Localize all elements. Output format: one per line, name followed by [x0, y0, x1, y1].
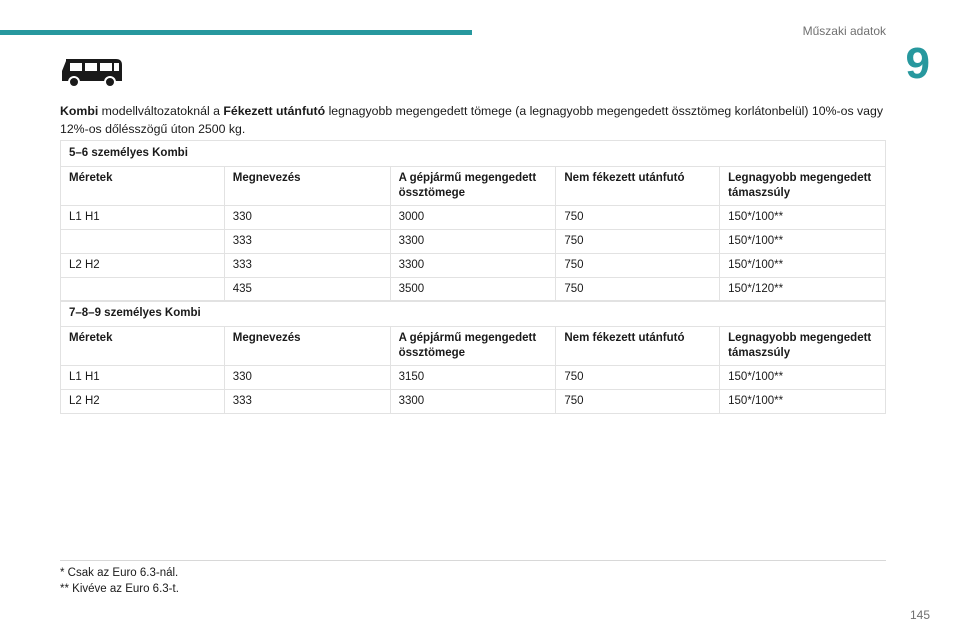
- van-icon: [60, 55, 124, 89]
- table-row: [61, 278, 886, 302]
- column-header: Megnevezés: [224, 167, 390, 206]
- table-caption: 7–8–9 személyes Kombi: [61, 301, 886, 327]
- table-cell: 150*/120**: [720, 278, 886, 302]
- column-header: Megnevezés: [224, 327, 390, 366]
- table-cell: 3300: [390, 230, 556, 254]
- column-header: Nem fékezett utánfutó: [556, 167, 720, 206]
- spec-table-7-8-9-seats: [60, 300, 886, 414]
- table-cell: 330: [224, 366, 390, 390]
- table-cell: 333: [224, 254, 390, 278]
- spec-table-5-6-seats: [60, 140, 886, 302]
- table-cell: 3150: [390, 366, 556, 390]
- intro-text-2: legnagyobb megengedett tömege (a legnagyobb megengedett össztömeg korlátonbelül) 10%-os vagy 12%-os dőlésszögű úton 2500 kg.: [60, 104, 883, 136]
- table-row: [61, 254, 886, 278]
- column-header: Nem fékezett utánfutó: [556, 327, 720, 366]
- intro-bold-kombi: Kombi: [60, 104, 99, 118]
- table-cell: 150*/100**: [720, 206, 886, 230]
- table-cell: 750: [556, 206, 720, 230]
- table-row: [61, 206, 886, 230]
- table-cell: 3000: [390, 206, 556, 230]
- table-cell: [61, 230, 225, 254]
- table-cell: 333: [224, 390, 390, 414]
- footnote-2: ** Kivéve az Euro 6.3-t.: [60, 583, 179, 595]
- column-header: Méretek: [61, 327, 225, 366]
- table-cell: 750: [556, 230, 720, 254]
- table-cell: 3500: [390, 278, 556, 302]
- table-cell: 150*/100**: [720, 254, 886, 278]
- footnote-1: * Csak az Euro 6.3-nál.: [60, 567, 179, 579]
- footnote-divider: [60, 560, 886, 561]
- table-cell: 750: [556, 278, 720, 302]
- table-row: [61, 390, 886, 414]
- table-cell: L1 H1: [61, 206, 225, 230]
- table-cell: 330: [224, 206, 390, 230]
- table-cell: 150*/100**: [720, 390, 886, 414]
- column-header: A gépjármű megengedett össztömege: [390, 327, 556, 366]
- page-number: 145: [909, 608, 930, 622]
- table-cell: 750: [556, 254, 720, 278]
- table-cell: 3300: [390, 390, 556, 414]
- table-cell: L2 H2: [61, 390, 225, 414]
- column-header: Legnagyobb megengedett támaszsúly: [720, 167, 886, 206]
- column-header: Legnagyobb megengedett támaszsúly: [720, 327, 886, 366]
- chapter-title: Műszaki adatok: [802, 24, 886, 38]
- table-cell: 3300: [390, 254, 556, 278]
- header-accent-bar: [0, 30, 472, 35]
- table-cell: 150*/100**: [720, 366, 886, 390]
- table-cell: 750: [556, 390, 720, 414]
- intro-bold-trailer: Fékezett utánfutó: [223, 104, 326, 118]
- table-row: [61, 366, 886, 390]
- chapter-number: 9: [905, 39, 930, 88]
- table-cell: 150*/100**: [720, 230, 886, 254]
- intro-text-1: modellváltozatoknál a: [98, 104, 224, 118]
- table-row: [61, 230, 886, 254]
- table-cell: 750: [556, 366, 720, 390]
- table-cell: L2 H2: [61, 254, 225, 278]
- footnotes: [60, 565, 179, 597]
- column-header: Méretek: [61, 167, 225, 206]
- table-cell: 333: [224, 230, 390, 254]
- table-caption: 5–6 személyes Kombi: [61, 141, 886, 167]
- table-cell: L1 H1: [61, 366, 225, 390]
- table-cell: [61, 278, 225, 302]
- intro-paragraph: [60, 102, 890, 138]
- table-cell: 435: [224, 278, 390, 302]
- column-header: A gépjármű megengedett össztömege: [390, 167, 556, 206]
